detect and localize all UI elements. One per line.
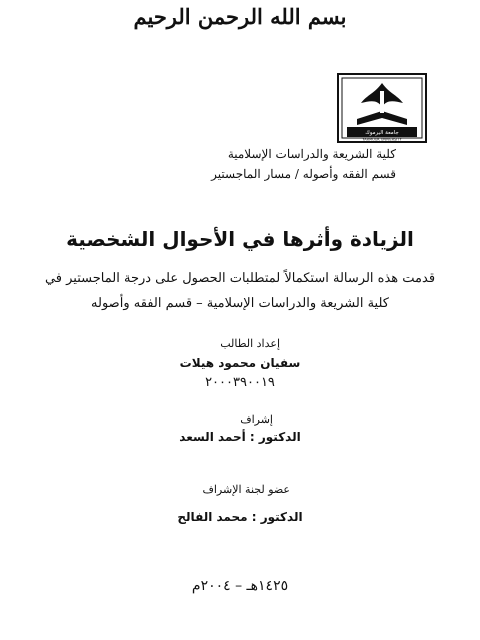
university-logo	[337, 73, 427, 143]
student-name: سفيان محمود هيلات	[179, 356, 301, 370]
supervisor-name: الدكتور : أحمد السعد	[179, 430, 301, 444]
prepared-by-label: إعداد الطالب	[220, 337, 280, 350]
logo-arabic-text: جامعة اليرموك	[365, 130, 399, 136]
logo-english-text: YARMOUK UNIVERSITY	[362, 137, 402, 142]
submission-statement-line-2: كلية الشريعة والدراسات الإسلامية – قسم الفقه وأصوله	[91, 296, 389, 311]
committee-member-name: الدكتور : محمد الفالح	[177, 510, 303, 524]
submission-statement-line-1: قدمت هذه الرسالة استكمالاً لمتطلبات الحصول على درجة الماجستير في	[44, 271, 436, 286]
university-emblem-icon	[337, 73, 427, 143]
college-name: كلية الشريعة والدراسات الإسلامية	[227, 147, 396, 161]
submission-date: ١٤٢٥هـ – ٢٠٠٤م	[191, 578, 289, 594]
student-id: ٢٠٠٠٣٩٠٠١٩	[205, 375, 275, 390]
department-name: قسم الفقه وأصوله / مسار الماجستير	[211, 167, 396, 181]
supervision-label: إشراف	[240, 413, 273, 426]
thesis-title: الزيادة وأثرها في الأحوال الشخصية	[66, 227, 414, 251]
basmala: بسم الله الرحمن الرحيم	[133, 4, 347, 29]
committee-member-label: عضو لجنة الإشراف	[202, 483, 290, 496]
